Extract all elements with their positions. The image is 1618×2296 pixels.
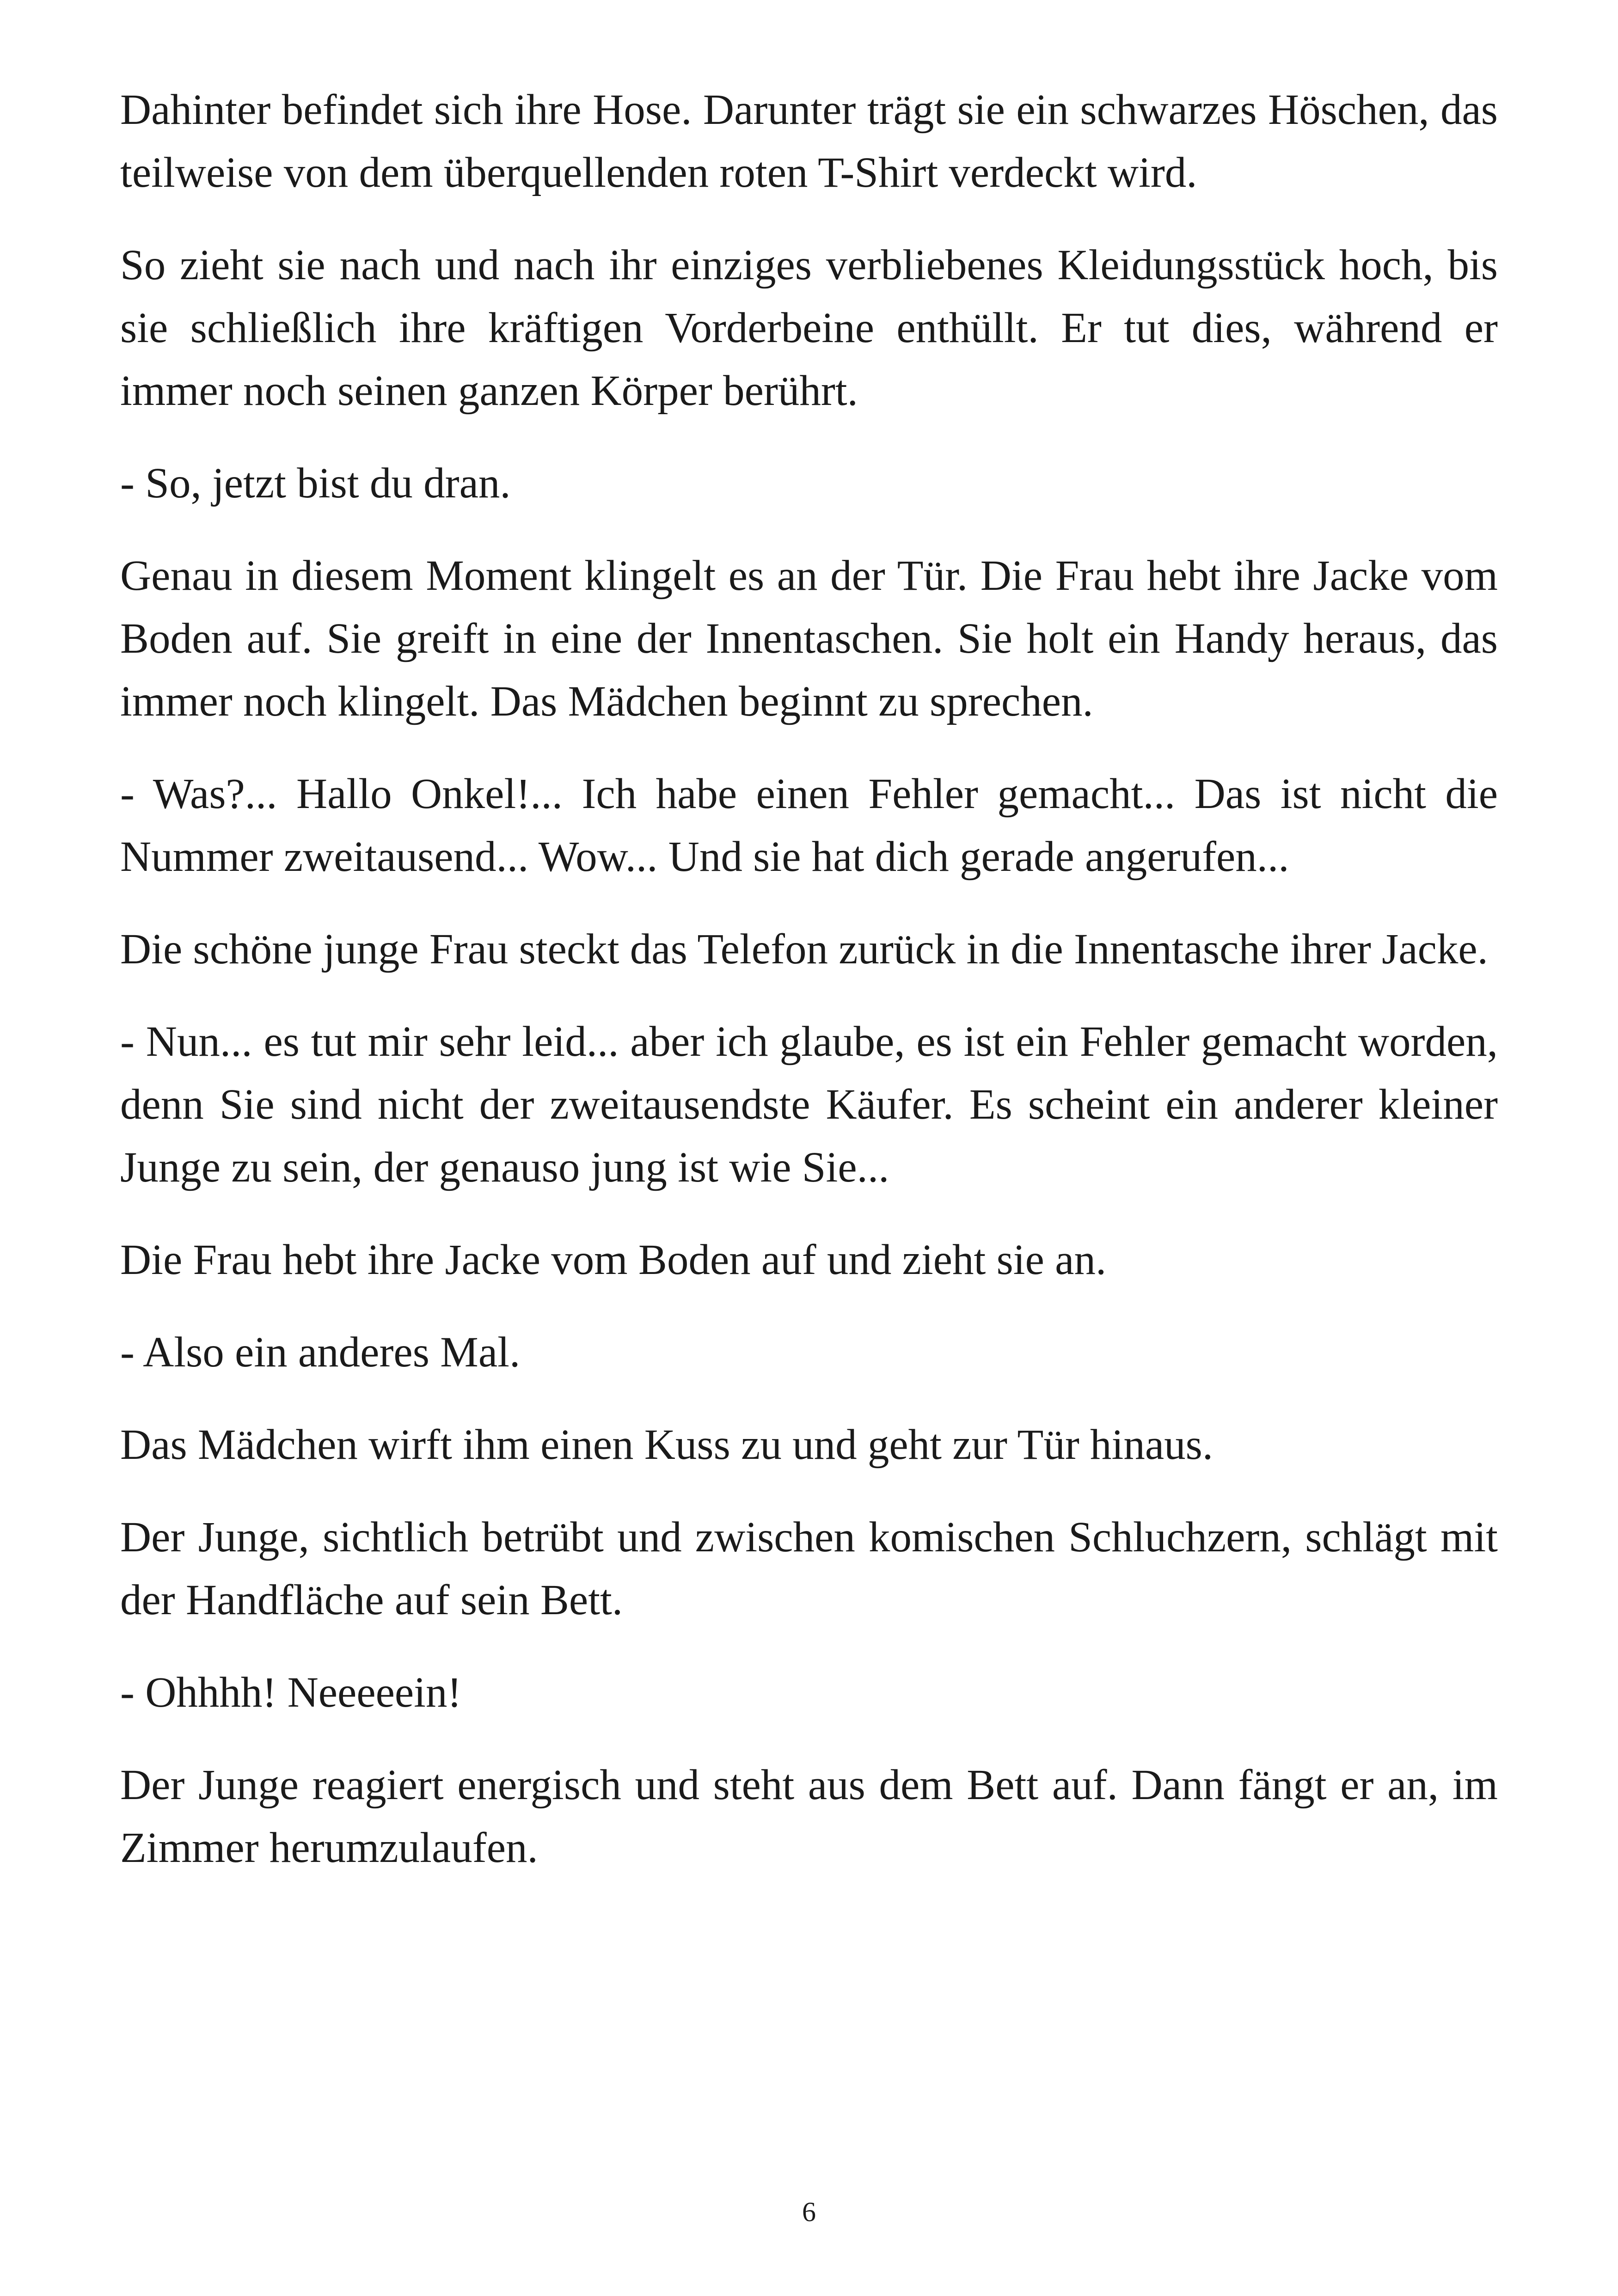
paragraph: Genau in diesem Moment klingelt es an der Tür. Die Frau hebt ihre Jacke vom Boden auf. Sie greift in eine der Innentaschen. Sie holt ein Handy heraus, das immer noch klingelt. Das Mädchen beginnt zu sprechen.: [120, 552, 1498, 725]
paragraph: Dahinter befindet sich ihre Hose. Darunter trägt sie ein schwarzes Höschen, das teilweise von dem überquellenden roten T-Shirt verdeckt wird.: [120, 86, 1498, 196]
paragraph: So zieht sie nach und nach ihr einziges verbliebenes Kleidungsstück hoch, bis sie schließlich ihre kräftigen Vorderbeine enthüllt. Er tut dies, während er immer noch seinen ganzen Körper berührt.: [120, 241, 1498, 415]
dialogue-line: - Also ein anderes Mal.: [120, 1329, 521, 1376]
dialogue-line: - Was?... Hallo Onkel!... Ich habe einen Fehler gemacht... Das ist nicht die Nummer zweitausend... Wow... Und sie hat dich gerade angerufen...: [120, 770, 1498, 881]
paragraph: Der Junge reagiert energisch und steht aus dem Bett auf. Dann fängt er an, im Zimmer herumzulaufen.: [120, 1761, 1498, 1872]
dialogue-line: - Ohhhh! Neeeeein!: [120, 1669, 462, 1716]
paragraph: Der Junge, sichtlich betrübt und zwischen komischen Schluchzern, schlägt mit der Handfläche auf sein Bett.: [120, 1513, 1498, 1624]
dialogue-line: - Nun... es tut mir sehr leid... aber ich glaube, es ist ein Fehler gemacht worden, denn Sie sind nicht der zweitausendste Käufer. Es scheint ein anderer kleiner Junge zu sein, der genauso jung ist wie Sie...: [120, 1018, 1498, 1191]
paragraph: Die Frau hebt ihre Jacke vom Boden auf und zieht sie an.: [120, 1236, 1107, 1284]
paragraph: Das Mädchen wirft ihm einen Kuss zu und geht zur Tür hinaus.: [120, 1421, 1214, 1469]
document-page: [120, 79, 1498, 1909]
dialogue-line: - So, jetzt bist du dran.: [120, 459, 511, 507]
paragraph: Die schöne junge Frau steckt das Telefon zurück in die Innentasche ihrer Jacke.: [120, 925, 1488, 973]
page-number: 6: [802, 2197, 816, 2227]
